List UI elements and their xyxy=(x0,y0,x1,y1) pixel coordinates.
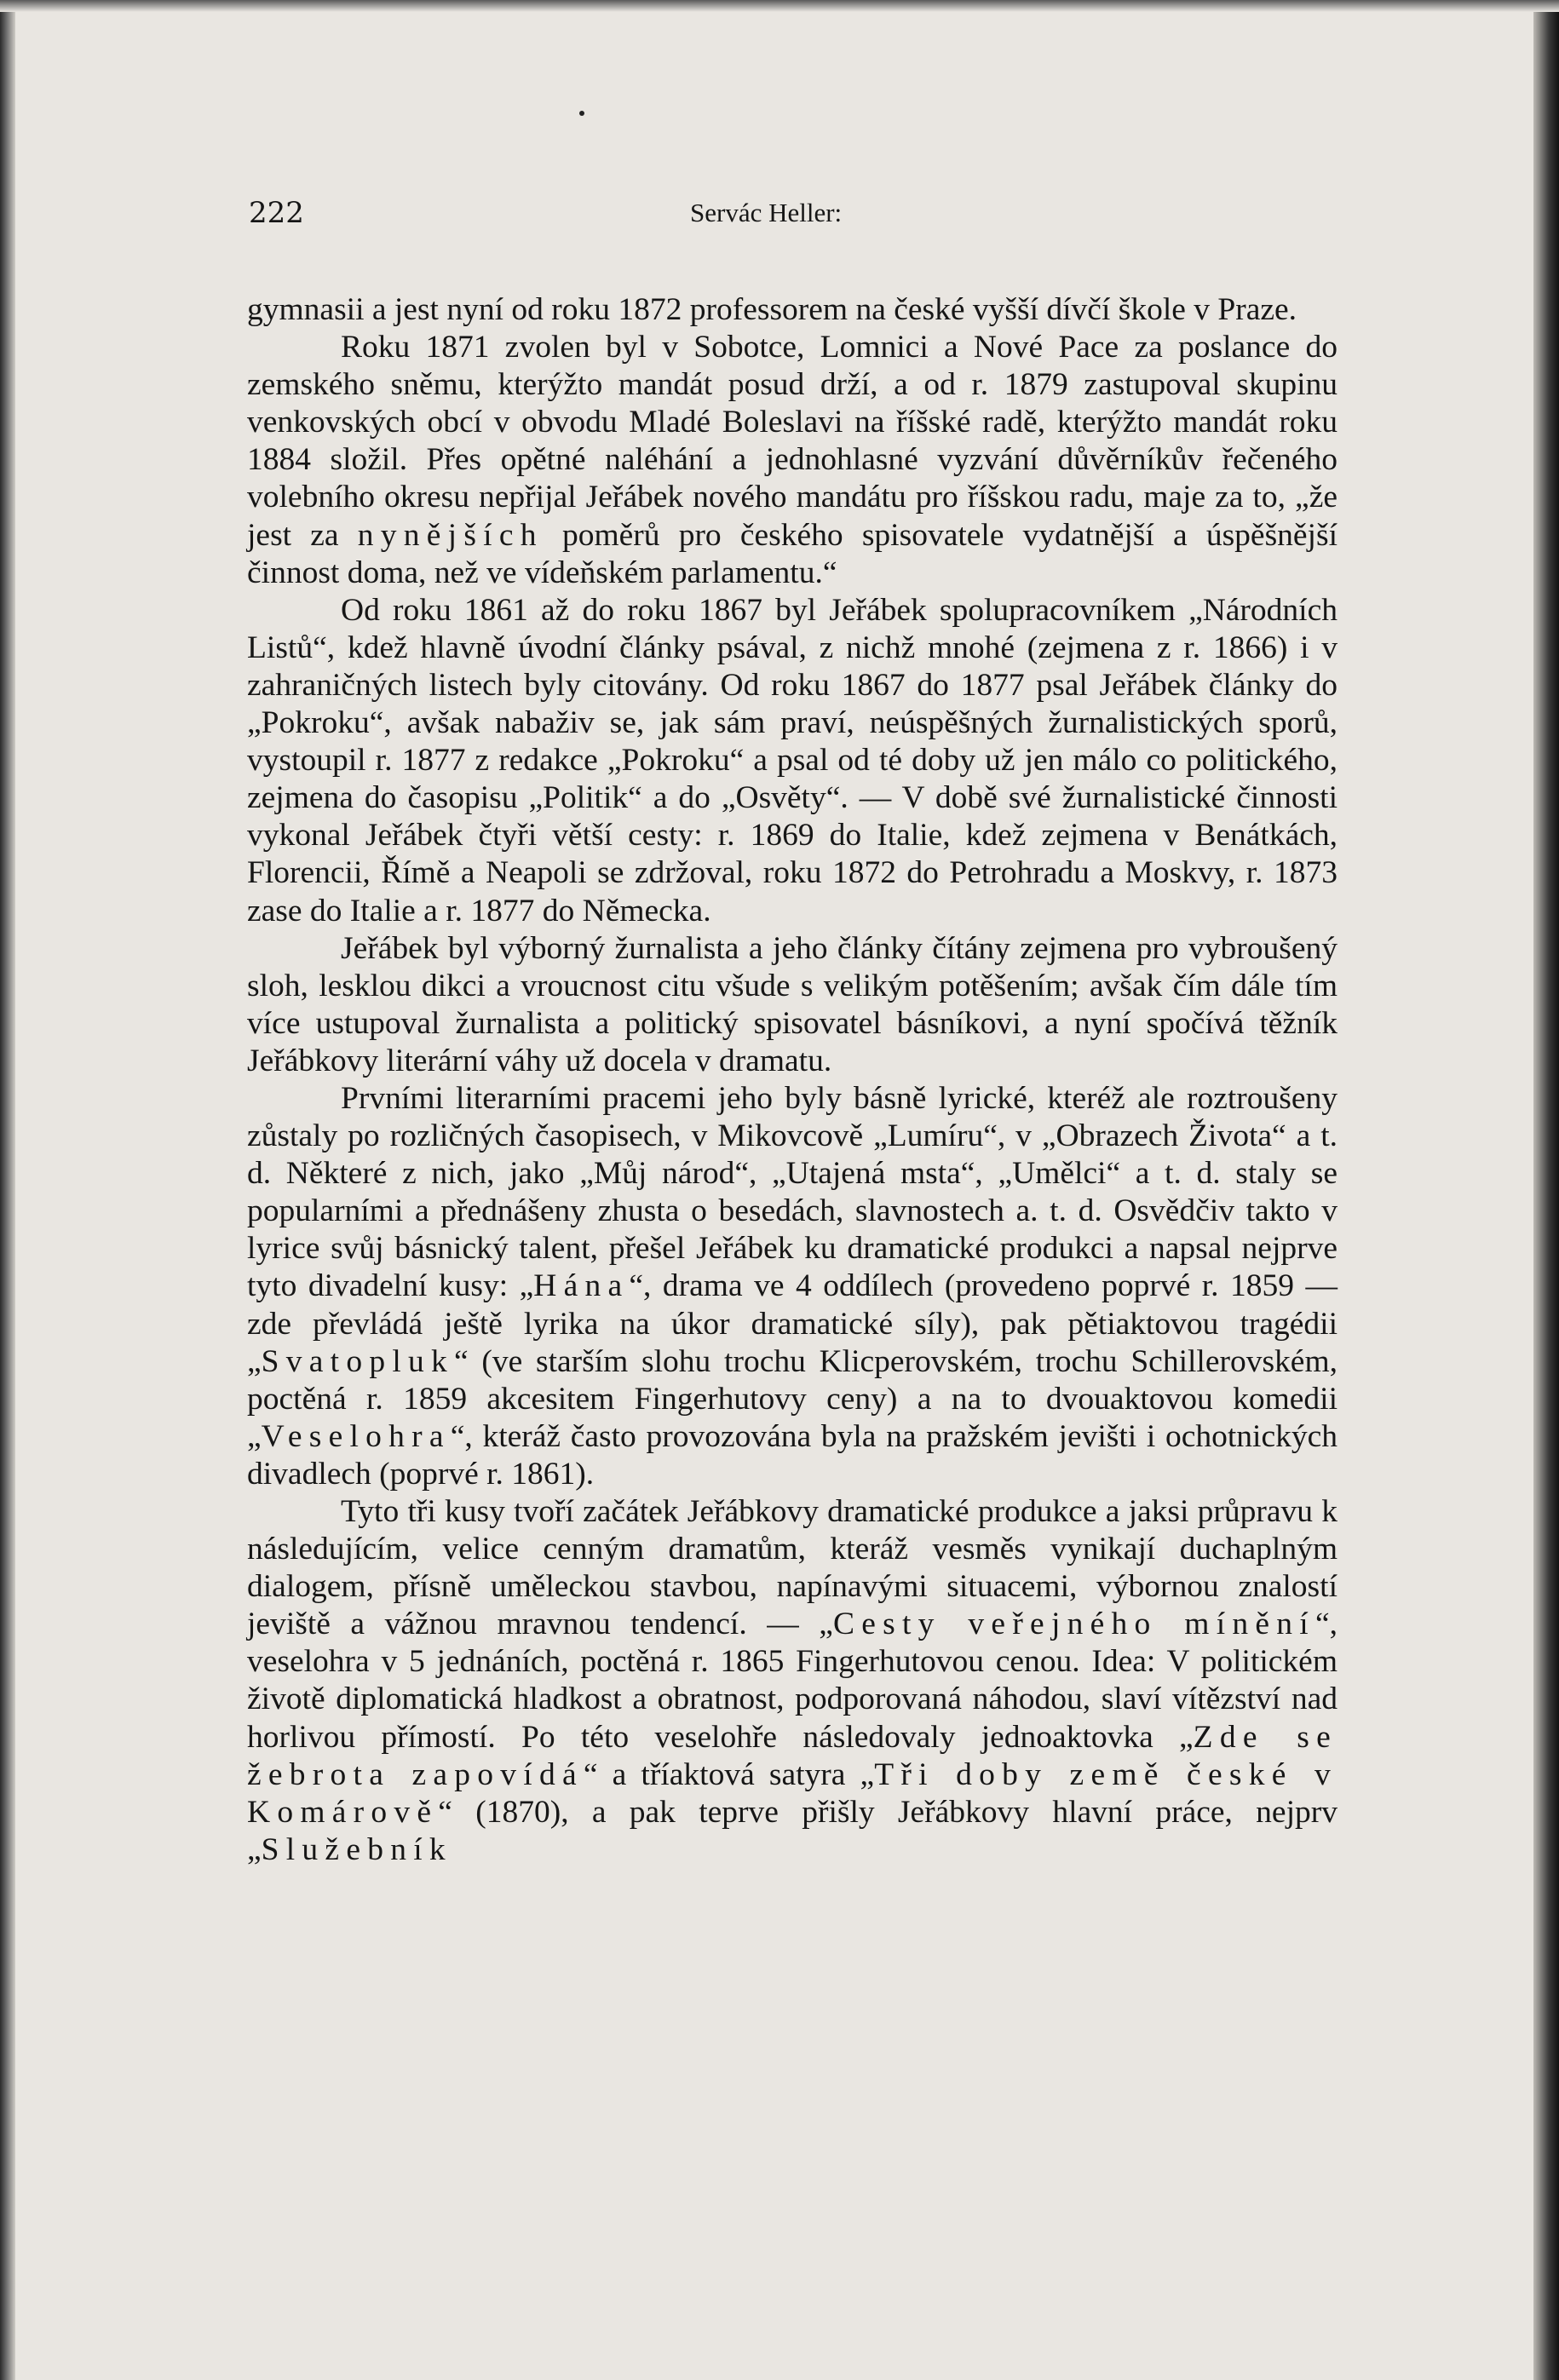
paragraph-text: Jeřábek byl výborný žurnalista a jeho články čítány zejmena pro vybroušený sloh, lesklou dikci a vroucnost citu všude s velikým potěšením; avšak čím dále tím více ustupoval žurnalista a politický spisovatel básníkovi, a nyní spočívá těžník Jeřábkovy literární váhy už docela v dramatu. xyxy=(247,930,1338,1078)
paragraph-text: Od roku 1861 až do roku 1867 byl Jeřábek spolupracovníkem „Národních Listů“, kdež hlavně úvodní články psával, z nichž mnohé (zejmena z r. 1866) i v zahraničných listech byly citovány. Od roku 1867 do 1877 psal Jeřábek články do „Pokroku“, avšak nabaživ se, jak sám praví, neúspěšných žurnalistických sporů, vystoupil r. 1877 z redakce „Pokroku“ a psal od té doby už jen málo co politického, zejmena do časopisu „Politik“ a do „Osvěty“. — V době své žurnalistické činnosti vykonal Jeřábek čtyři větší cesty: r. 1869 do Italie, kdež zejmena v Benátkách, Florencii, Římě a Neapoli se zdržoval, roku 1872 do Petrohradu a Moskvy, r. 1873 zase do Italie a r. 1877 do Německa. xyxy=(247,592,1338,928)
spaced-title-text: nynějších xyxy=(357,517,544,553)
scan-border-right xyxy=(1533,0,1559,2380)
paragraph-text: Roku 1871 zvolen byl v Sobotce, Lomnici a Nové Pace za poslance do zemského sněmu, kterýžto mandát posud drží, a od r. 1879 zastupoval skupinu venkovských obcí v obvodu Mladé Boleslavi na říšské radě, kterýžto mandát roku 1884 složil. Přes opětné naléhání a jednohlasné vyzvání důvěrníkův řečeného volebního okresu nepřijal Jeřábek nového mandátu pro říšskou radu, maje za to, „že jest za xyxy=(247,330,1338,553)
paragraph-text: Tyto tři kusy tvoří začátek Jeřábkovy dramatické produkce a jaksi průpravu k následujícím, velice cenným dramatům, kteráž vesměs vynikají duchaplným dialogem, přísně uměleckou stavbou, napínavými situacemi, výbornou znalostí jeviště a vážnou mravnou tendencí. — „ xyxy=(247,1494,1338,1642)
running-head xyxy=(247,187,1338,239)
paragraph-text: “, drama ve 4 oddílech (provedeno poprvé r. 1859 — zde převládá ještě lyrika na úkor dramatické síly), pak pětiaktovou tragédii „ xyxy=(247,1268,1338,1379)
spaced-title-text: Veselohra xyxy=(261,1418,451,1454)
print-speck xyxy=(579,111,584,116)
paragraph xyxy=(247,930,1338,1080)
paragraph xyxy=(247,1493,1338,1869)
paragraph-text: “ (1870), a pak teprve přišly Jeřábkovy hlavní práce, nejprv „ xyxy=(247,1794,1338,1867)
paragraph xyxy=(247,592,1338,930)
paragraph xyxy=(247,329,1338,592)
scan-border-left xyxy=(0,0,15,2380)
spaced-title-text: Hána xyxy=(533,1268,630,1304)
paragraph xyxy=(247,291,1338,329)
paragraph xyxy=(247,1080,1338,1493)
spaced-title-text: Svatopluk xyxy=(261,1343,454,1379)
paragraph-text: Prvními literarními pracemi jeho byly básně lyrické, kteréž ale roztroušeny zůstaly po rozličných časopisech, v Mikovcově „Lumíru“, v „Obrazech Života“ a t. d. Některé z nich, jako „Můj národ“, „Utajená msta“, „Umělci“ a t. d. staly se popularními a přednášeny zhusta o besedách, slavnostech a. t. d. Osvědčiv takto v lyrice svůj básnický talent, přešel Jeřábek ku dramatické produkci a napsal nejprve tyto divadelní kusy: „ xyxy=(247,1080,1338,1304)
spaced-title-text: Cesty veřejného mínění xyxy=(832,1607,1315,1642)
spaced-title-text: Zde se žebrota zapovídá xyxy=(247,1719,1338,1792)
book-page xyxy=(247,187,1338,1869)
paragraph-text: “, veselohra v 5 jednáních, poctěná r. 1865 Fingerhutovou cenou. Idea: V politickém životě diplomatická hladkost a obratnost, podporovaná náhodou, slaví vítězství nad horlivou přímostí. Po této veselohře následovaly jednoaktovka „ xyxy=(247,1607,1338,1755)
spaced-title-text: Služebník xyxy=(261,1831,452,1867)
running-title: Servác Heller: xyxy=(690,198,843,227)
paragraph-text: “, kteráž často provozována byla na pražském jevišti i ochotnických divadlech (poprvé r. 1861). xyxy=(247,1418,1338,1492)
paragraph-text: “ (ve starším slohu trochu Klicperovském, trochu Schillerovském, poctěná r. 1859 akcesitem Fingerhutovy ceny) a na to dvouaktovou komedii „ xyxy=(247,1343,1338,1454)
body-text xyxy=(247,291,1338,1869)
scan-border-top xyxy=(0,0,1559,12)
spaced-title-text: Tři doby země české v Komárově xyxy=(247,1756,1338,1830)
paragraph-text: poměrů pro českého spisovatele vydatnější a úspěšnější činnost doma, než ve vídeňském parlamentu.“ xyxy=(247,517,1338,590)
paragraph-text: “ a tříaktová satyra „ xyxy=(583,1756,875,1792)
page-number: 222 xyxy=(249,196,304,230)
paragraph-text: gymnasii a jest nyní od roku 1872 professorem na české vyšší dívčí škole v Praze. xyxy=(247,292,1297,327)
